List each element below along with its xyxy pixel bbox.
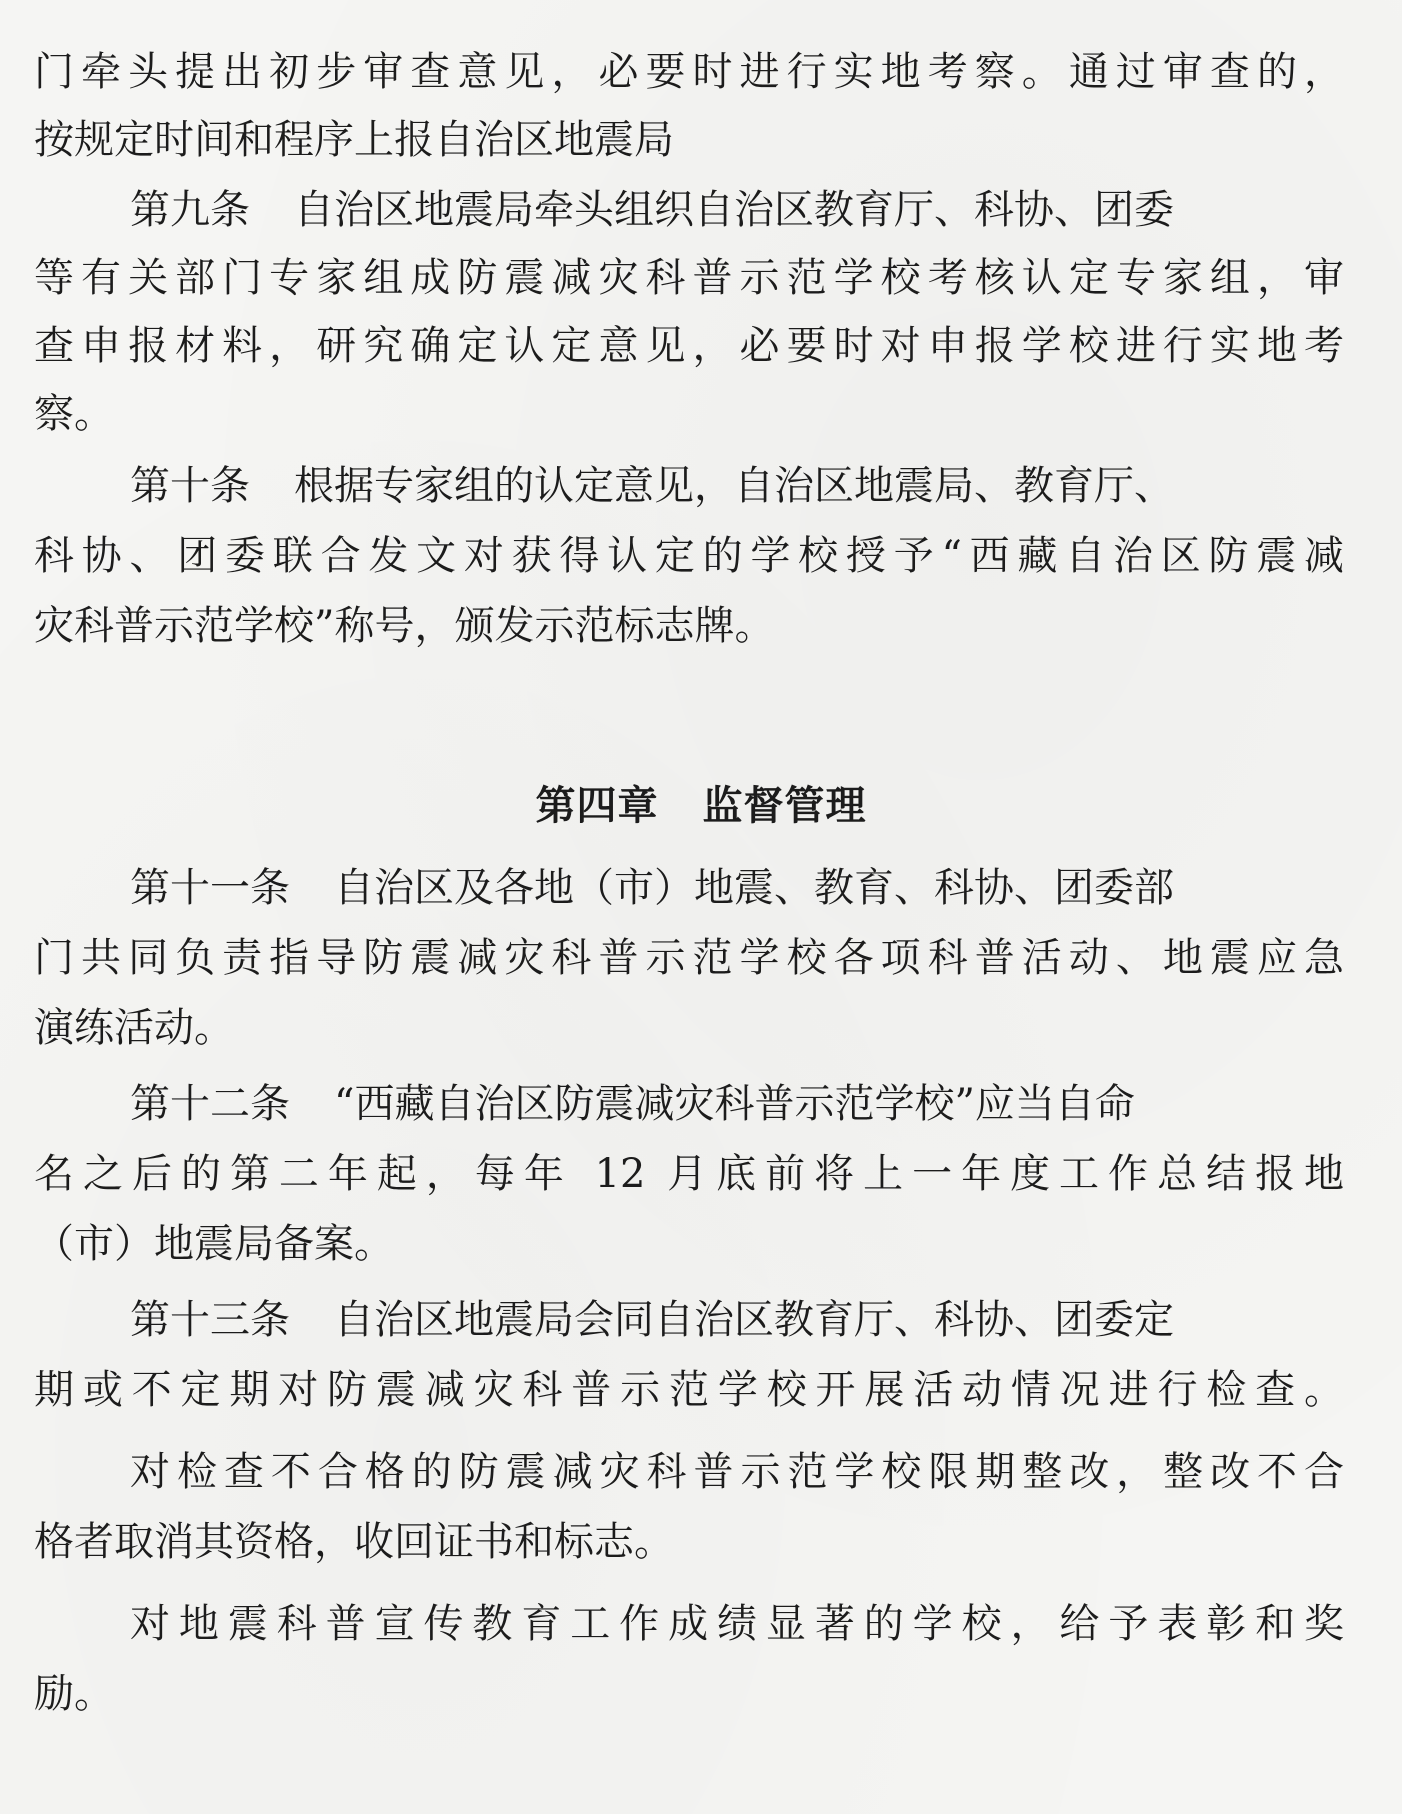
chapter-title: 监督管理 <box>702 783 867 829</box>
text-line: 对检查不合格的防震减灾科普示范学校限期整改，整改不合 <box>130 1449 1344 1495</box>
article-12-line <box>130 1072 1344 1136</box>
text-line: （市）地震局备案。 <box>34 1221 394 1267</box>
text-line: 等有关部门专家组成防震减灾科普示范学校考核认定专家组，审 <box>34 255 1344 301</box>
article-12-label: 第十二条 <box>130 1081 290 1127</box>
article-13-label: 第十三条 <box>130 1297 290 1343</box>
article-9-text: 自治区地震局牵头组织自治区教育厅、科协、团委 <box>294 187 1174 233</box>
text-line: 名之后的第二年起，每年 12 月底前将上一年度工作总结报地 <box>34 1151 1344 1197</box>
article-10-line <box>130 454 1344 518</box>
text-line: 格者取消其资格，收回证书和标志。 <box>34 1519 674 1565</box>
article-9-label: 第九条 <box>130 187 250 233</box>
text-line: 期或不定期对防震减灾科普示范学校开展活动情况进行检查。 <box>34 1367 1344 1413</box>
article-10-label: 第十条 <box>130 463 250 509</box>
text-line: 察。 <box>34 391 114 437</box>
text-line: 查申报材料，研究确定认定意见，必要时对申报学校进行实地考 <box>34 323 1344 369</box>
article-11-text: 自治区及各地（市）地震、教育、科协、团委部 <box>334 865 1174 911</box>
text-line: 演练活动。 <box>34 1005 234 1051</box>
text-line: 门牵头提出初步审查意见，必要时进行实地考察。通过审查的， <box>34 49 1344 95</box>
article-11-line <box>130 856 1344 920</box>
text-line: 科协、团委联合发文对获得认定的学校授予“西藏自治区防震减 <box>34 533 1344 579</box>
article-11-label: 第十一条 <box>130 865 290 911</box>
article-9-line <box>130 178 1344 242</box>
text-line: 灾科普示范学校”称号，颁发示范标志牌。 <box>34 603 775 649</box>
text-line: 励。 <box>34 1671 114 1717</box>
text-line: 对地震科普宣传教育工作成绩显著的学校，给予表彰和奖 <box>130 1601 1344 1647</box>
text-line: 按规定时间和程序上报自治区地震局 <box>34 117 674 163</box>
article-13-text: 自治区地震局会同自治区教育厅、科协、团委定 <box>334 1297 1174 1343</box>
chapter-number: 第四章 <box>535 783 659 829</box>
article-13-line <box>130 1288 1344 1352</box>
article-10-text: 根据专家组的认定意见，自治区地震局、教育厅、 <box>294 463 1174 509</box>
text-line: 门共同负责指导防震减灾科普示范学校各项科普活动、地震应急 <box>34 935 1344 981</box>
article-12-text: “西藏自治区防震减灾科普示范学校”应当自命 <box>334 1081 1135 1127</box>
chapter-heading <box>0 774 1402 838</box>
